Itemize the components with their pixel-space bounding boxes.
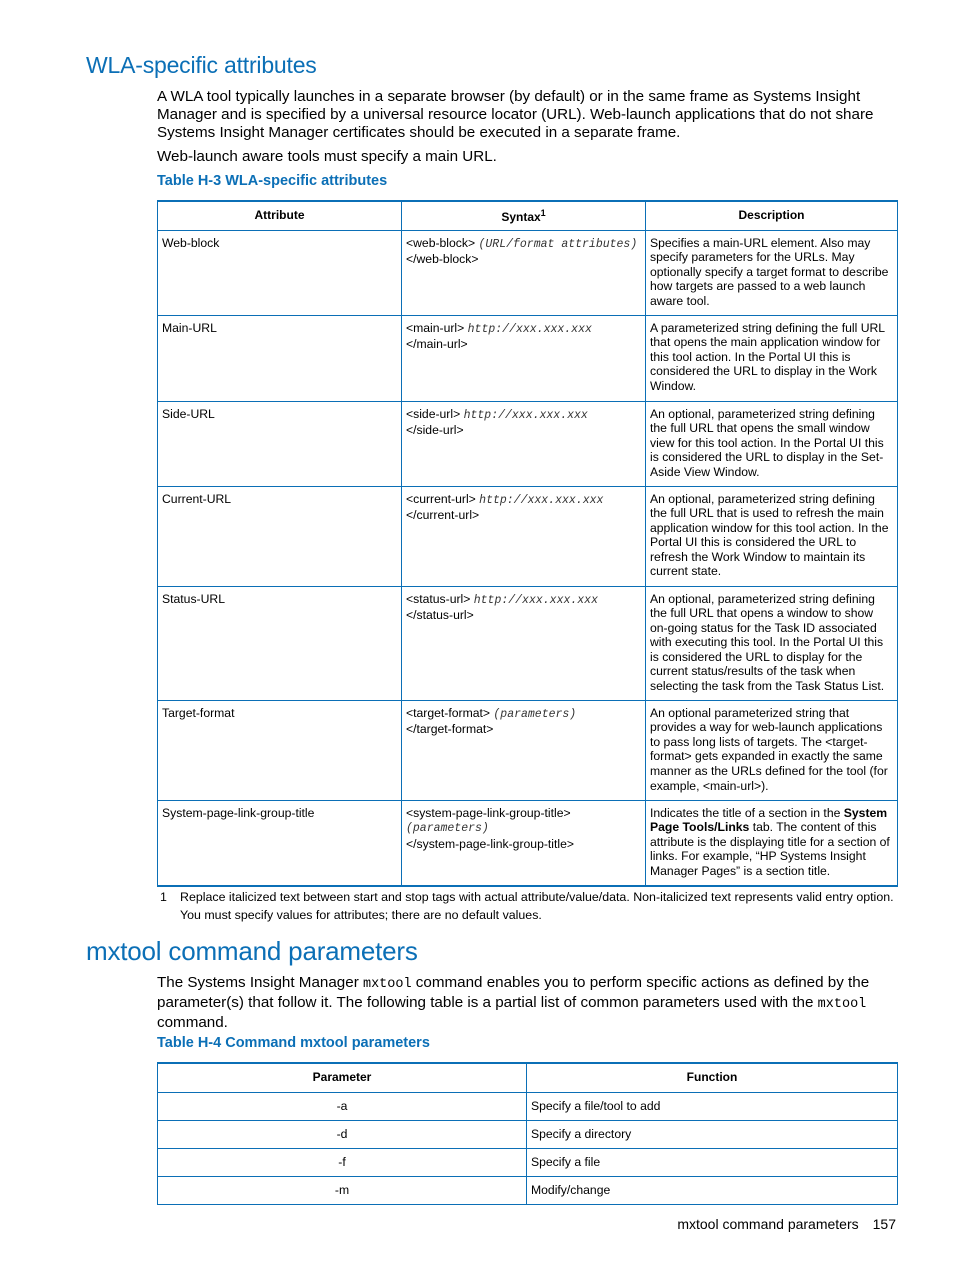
wla-intro-paragraph: A WLA tool typically launches in a separate browser (by default) or in the same frame as Systems Insight Manager and is specified by a universal resource locator (URL). Web-launch applications that do not share Systems Insight Manager certificates should be executed in a separate frame. xyxy=(157,88,874,141)
table-row xyxy=(158,1120,898,1148)
function-cell: Specify a file xyxy=(527,1148,898,1176)
footer-section-title: mxtool command parameters xyxy=(677,1216,859,1232)
function-cell: Specify a file/tool to add xyxy=(527,1092,898,1120)
description-cell: An optional, parameterized string defining the full URL that opens a window to show on-going status for the Task ID associated with executing this tool. In the Portal UI this is considered the URL to display for the current status/results of the task when selecting the task from the Task Status List. xyxy=(646,586,898,700)
parameter-cell: -f xyxy=(158,1148,527,1176)
table-row xyxy=(158,1092,898,1120)
syntax-cell: <current-url> http://xxx.xxx.xxx </current-url> xyxy=(402,486,646,586)
description-cell: Specifies a main-URL element. Also may specify parameters for the URLs. May optionally specify a target format to describe how targets are passed to a web launch aware tool. xyxy=(646,230,898,315)
attribute-cell: System-page-link-group-title xyxy=(158,800,402,886)
syntax-cell: <main-url> http://xxx.xxx.xxx </main-url> xyxy=(402,315,646,401)
footnote-text: Replace italicized text between start and stop tags with actual attribute/value/data. Non-italicized text represents valid entry option. You must specify values for attributes; there are no default values. xyxy=(180,890,894,922)
table-row xyxy=(158,486,898,586)
footnote-number: 1 xyxy=(160,890,167,904)
syntax-cell: <side-url> http://xxx.xxx.xxx </side-url> xyxy=(402,401,646,486)
attribute-cell: Current-URL xyxy=(158,486,402,586)
mxtool-intro-paragraph: The Systems Insight Manager mxtool command enables you to perform specific actions as defined by the parameter(s) that follow it. The following table is a partial list of common parameters used with the mxtool command. xyxy=(157,974,870,1031)
table-footnote xyxy=(160,888,900,924)
page-number: 157 xyxy=(872,1216,896,1232)
description-cell: A parameterized string defining the full URL that opens the main application window for this tool action. In the Portal UI this is considered the URL to display in the Work Window. xyxy=(646,315,898,401)
table-row xyxy=(158,1176,898,1204)
attribute-cell: Status-URL xyxy=(158,586,402,700)
footnote-mark: 1 xyxy=(540,208,546,219)
table-row xyxy=(158,230,898,315)
description-cell: An optional, parameterized string defining the full URL that is used to refresh the main application window for this tool action. In the Portal UI this is considered the URL to refresh the Work Window to maintain its current state. xyxy=(646,486,898,586)
table-row xyxy=(158,1148,898,1176)
attribute-cell: Main-URL xyxy=(158,315,402,401)
header-attribute: Attribute xyxy=(158,201,402,230)
table-row xyxy=(158,586,898,700)
syntax-cell: <status-url> http://xxx.xxx.xxx </status-url> xyxy=(402,586,646,700)
attribute-cell: Web-block xyxy=(158,230,402,315)
attribute-cell: Side-URL xyxy=(158,401,402,486)
attribute-cell: Target-format xyxy=(158,700,402,800)
header-description: Description xyxy=(646,201,898,230)
mxtool-parameters-table xyxy=(157,1062,898,1205)
description-cell: An optional parameterized string that provides a way for web-launch applications to pass long lists of targets. The <target-format> gets expanded in exactly the same manner as the URLs defined for the tool (for example, <main-url>). xyxy=(646,700,898,800)
syntax-cell: <system-page-link-group-title> (parameters) </system-page-link-group-title> xyxy=(402,800,646,886)
description-cell: An optional, parameterized string defining the full URL that opens the small window view for this tool action. In the Portal UI this is considered the URL to display in the Set-Aside View Window. xyxy=(646,401,898,486)
wla-attributes-table xyxy=(157,200,898,887)
syntax-cell: <web-block> (URL/format attributes) </web-block> xyxy=(402,230,646,315)
function-cell: Specify a directory xyxy=(527,1120,898,1148)
header-syntax: Syntax$^1$ xyxy=(402,201,646,230)
table-header-row xyxy=(158,1063,898,1092)
description-cell: Indicates the title of a section in the System Page Tools/Links tab. The content of this attribute is the displaying title for a section of links. For example, “HP Systems Insight Manager Pages” is a section title. xyxy=(646,800,898,886)
syntax-cell: <target-format> (parameters) </target-format> xyxy=(402,700,646,800)
page-footer xyxy=(600,1216,896,1232)
table-caption-h3: Table H-3 WLA-specific attributes xyxy=(157,173,388,189)
parameter-cell: -d xyxy=(158,1120,527,1148)
table-header-row xyxy=(158,201,898,230)
section-heading-mxtool: mxtool command parameters xyxy=(86,936,418,966)
parameter-cell: -m xyxy=(158,1176,527,1204)
table-row xyxy=(158,800,898,886)
function-cell: Modify/change xyxy=(527,1176,898,1204)
parameter-cell: -a xyxy=(158,1092,527,1120)
section-heading-wla: WLA-specific attributes xyxy=(86,52,317,78)
table-row xyxy=(158,315,898,401)
table-row xyxy=(158,700,898,800)
header-parameter: Parameter xyxy=(158,1063,527,1092)
table-row xyxy=(158,401,898,486)
header-function: Function xyxy=(527,1063,898,1092)
wla-main-url-paragraph: Web-launch aware tools must specify a main URL. xyxy=(157,148,497,165)
table-caption-h4: Table H-4 Command mxtool parameters xyxy=(157,1035,430,1051)
